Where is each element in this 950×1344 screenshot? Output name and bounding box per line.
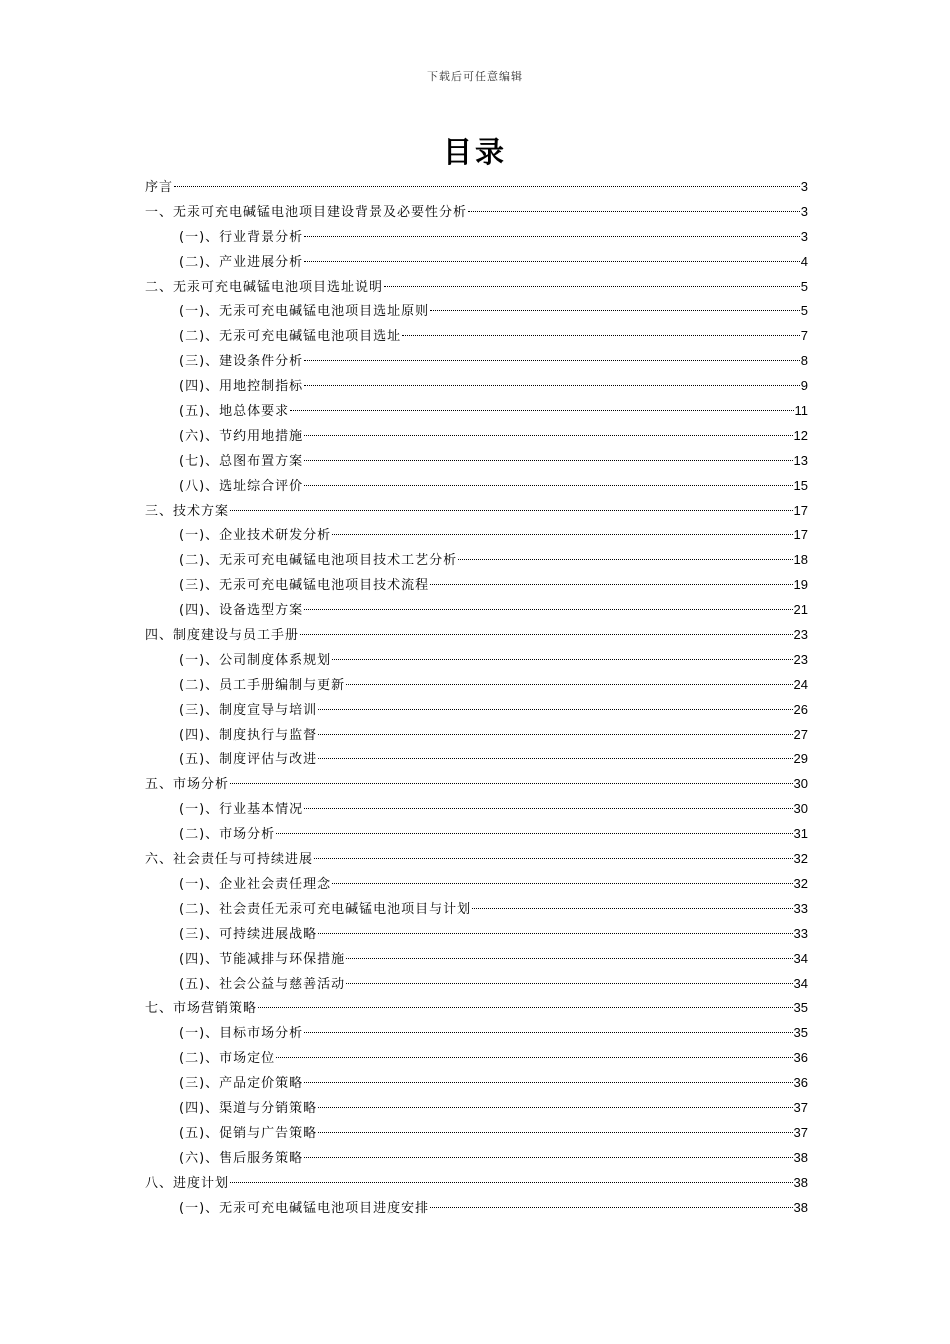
toc-dot-leader [304, 1082, 792, 1083]
toc-entry[interactable] [145, 1021, 808, 1046]
toc-entry-title: 八、进度计划 [145, 1175, 230, 1191]
toc-page-number: 29 [793, 751, 808, 767]
toc-page-number: 13 [793, 452, 808, 468]
toc-entry-title: 三、技术方案 [145, 503, 230, 519]
toc-entry[interactable] [145, 200, 808, 225]
toc-entry[interactable] [145, 225, 808, 250]
page-title: 目录 [442, 135, 507, 169]
toc-dot-leader [458, 559, 792, 560]
toc-entry-title: 七、市场营销策略 [145, 1001, 258, 1017]
toc-entry[interactable] [145, 349, 808, 374]
toc-dot-leader [230, 783, 793, 784]
toc-page-number: 38 [793, 1174, 808, 1190]
toc-entry-title: (二)、市场定位 [179, 1051, 276, 1067]
toc-page-number: 15 [793, 477, 808, 493]
toc-page-number: 12 [793, 427, 808, 443]
toc-page-number: 23 [793, 651, 808, 667]
toc-entry-title: 序言 [145, 180, 174, 195]
toc-entry-title: 五、市场分析 [145, 777, 230, 793]
toc-entry-title: (三)、制度宣导与培训 [179, 702, 318, 718]
toc-dot-leader [300, 634, 793, 635]
toc-page-number: 36 [793, 1075, 808, 1091]
toc-entry[interactable] [145, 175, 808, 200]
toc-dot-leader [304, 808, 792, 809]
toc-entry-title: 一、无汞可充电碱锰电池项目建设背景及必要性分析 [145, 204, 468, 220]
toc-entry-title: (四)、渠道与分销策略 [179, 1100, 318, 1116]
toc-entry-title: (四)、用地控制指标 [179, 379, 304, 395]
toc-dot-leader [304, 385, 800, 386]
toc-entry-title: (六)、售后服务策略 [179, 1150, 304, 1166]
toc-page-number: 21 [793, 602, 808, 618]
toc-page-number: 17 [793, 527, 808, 543]
toc-dot-leader [318, 734, 792, 735]
toc-entry[interactable] [145, 374, 808, 399]
table-of-contents [145, 175, 808, 1220]
toc-entry-title: (三)、可持续进展战略 [179, 926, 318, 942]
toc-page-number: 31 [793, 826, 808, 842]
toc-page-number: 27 [793, 726, 808, 742]
toc-page-number: 37 [793, 1124, 808, 1140]
toc-page-number: 9 [800, 378, 808, 394]
toc-page-number: 3 [800, 228, 808, 244]
toc-page-number: 7 [800, 328, 808, 344]
toc-page-number: 3 [800, 203, 808, 219]
toc-dot-leader [472, 908, 792, 909]
toc-dot-leader [290, 410, 793, 411]
toc-entry[interactable] [145, 922, 808, 947]
toc-page-number: 11 [794, 403, 808, 419]
toc-entry-title: (二)、市场分析 [179, 827, 276, 843]
toc-entry-title: (一)、企业社会责任理念 [179, 876, 332, 892]
toc-entry-title: (五)、促销与广告策略 [179, 1125, 318, 1141]
toc-entry[interactable] [145, 1171, 808, 1196]
toc-entry[interactable] [145, 1121, 808, 1146]
toc-page-number: 34 [793, 950, 808, 966]
toc-page-number: 33 [793, 900, 808, 916]
toc-page-number: 38 [793, 1199, 808, 1215]
toc-entry-title: (一)、公司制度体系规划 [179, 652, 332, 668]
toc-dot-leader [430, 310, 800, 311]
toc-dot-leader [318, 709, 792, 710]
toc-entry-title: (五)、地总体要求 [179, 404, 290, 420]
toc-entry-title: (四)、制度执行与监督 [179, 727, 318, 743]
toc-entry[interactable] [145, 872, 808, 897]
toc-dot-leader [304, 460, 792, 461]
toc-dot-leader [314, 858, 793, 859]
toc-entry-title: (一)、无汞可充电碱锰电池项目选址原则 [179, 304, 430, 320]
toc-page-number: 17 [793, 502, 808, 518]
toc-entry-title: (一)、目标市场分析 [179, 1026, 304, 1042]
toc-entry[interactable] [145, 772, 808, 797]
toc-dot-leader [430, 1207, 792, 1208]
toc-entry-title: (四)、节能减排与环保措施 [179, 951, 346, 967]
toc-entry-title: (二)、社会责任无汞可充电碱锰电池项目与计划 [179, 901, 472, 917]
toc-dot-leader [346, 684, 792, 685]
toc-page-number: 4 [800, 253, 808, 269]
toc-entry[interactable] [145, 897, 808, 922]
toc-entry-title: (三)、产品定价策略 [179, 1076, 304, 1092]
toc-entry[interactable] [145, 996, 808, 1021]
toc-page-number: 23 [793, 627, 808, 643]
toc-page-number: 24 [793, 676, 808, 692]
toc-dot-leader [304, 261, 800, 262]
toc-page-number: 5 [800, 303, 808, 319]
toc-entry-title: (五)、社会公益与慈善活动 [179, 976, 346, 992]
toc-entry[interactable] [145, 1071, 808, 1096]
toc-entry[interactable] [145, 822, 808, 847]
toc-entry[interactable] [145, 1146, 808, 1171]
toc-entry-title: 六、社会责任与可持续进展 [145, 852, 314, 868]
toc-entry[interactable] [145, 698, 808, 723]
toc-entry[interactable] [145, 723, 808, 748]
toc-page-number: 32 [793, 875, 808, 891]
toc-entry-title: (四)、设备选型方案 [179, 603, 304, 619]
toc-entry[interactable] [145, 548, 808, 573]
toc-dot-leader [402, 335, 800, 336]
toc-page-number: 35 [793, 1000, 808, 1016]
toc-entry-title: (六)、节约用地措施 [179, 428, 304, 444]
page-header-note: 下载后可任意编辑 [427, 70, 523, 83]
toc-entry[interactable] [145, 1196, 808, 1221]
toc-entry-title: (一)、无汞可充电碱锰电池项目进度安排 [179, 1200, 430, 1216]
toc-dot-leader [346, 958, 792, 959]
toc-entry-title: (一)、行业背景分析 [179, 229, 304, 245]
toc-entry[interactable] [145, 449, 808, 474]
toc-entry[interactable] [145, 424, 808, 449]
toc-dot-leader [318, 758, 792, 759]
toc-page-number: 3 [800, 179, 808, 194]
toc-entry-title: (七)、总图布置方案 [179, 453, 304, 469]
toc-entry-title: (一)、行业基本情况 [179, 802, 304, 818]
toc-entry[interactable] [145, 1096, 808, 1121]
toc-dot-leader [276, 1057, 792, 1058]
toc-dot-leader [318, 1107, 792, 1108]
toc-page-number: 32 [793, 851, 808, 867]
toc-dot-leader [174, 186, 800, 187]
toc-entry-title: 四、制度建设与员工手册 [145, 628, 300, 644]
toc-page-number: 8 [800, 353, 808, 369]
toc-entry[interactable] [145, 474, 808, 499]
toc-entry[interactable] [145, 947, 808, 972]
toc-dot-leader [304, 1157, 792, 1158]
toc-dot-leader [304, 609, 792, 610]
toc-entry-title: (二)、产业进展分析 [179, 254, 304, 270]
toc-entry[interactable] [145, 250, 808, 275]
toc-entry[interactable] [145, 573, 808, 598]
toc-page-number: 34 [793, 975, 808, 991]
toc-dot-leader [230, 510, 793, 511]
toc-entry[interactable] [145, 797, 808, 822]
toc-entry[interactable] [145, 847, 808, 872]
toc-entry[interactable] [145, 324, 808, 349]
toc-entry[interactable] [145, 299, 808, 324]
toc-entry[interactable] [145, 598, 808, 623]
toc-entry[interactable] [145, 499, 808, 524]
toc-entry[interactable] [145, 747, 808, 772]
toc-dot-leader [468, 211, 800, 212]
toc-dot-leader [318, 1132, 792, 1133]
toc-page-number: 37 [793, 1099, 808, 1115]
toc-entry[interactable] [145, 673, 808, 698]
toc-dot-leader [304, 485, 792, 486]
toc-page-number: 5 [800, 278, 808, 294]
toc-entry-title: (二)、无汞可充电碱锰电池项目技术工艺分析 [179, 553, 458, 569]
toc-page-number: 36 [793, 1050, 808, 1066]
toc-dot-leader [304, 360, 800, 361]
toc-dot-leader [332, 883, 792, 884]
toc-dot-leader [230, 1182, 793, 1183]
toc-dot-leader [304, 435, 792, 436]
toc-dot-leader [318, 933, 792, 934]
toc-dot-leader [276, 833, 792, 834]
toc-page-number: 30 [793, 776, 808, 792]
toc-entry-title: (五)、制度评估与改进 [179, 752, 318, 768]
toc-entry[interactable] [145, 623, 808, 648]
toc-entry[interactable] [145, 523, 808, 548]
toc-page-number: 30 [793, 801, 808, 817]
toc-dot-leader [304, 236, 800, 237]
toc-dot-leader [332, 659, 792, 660]
toc-page-number: 38 [793, 1149, 808, 1165]
toc-entry[interactable] [145, 275, 808, 300]
toc-dot-leader [332, 534, 792, 535]
toc-dot-leader [258, 1007, 793, 1008]
toc-entry-title: (三)、无汞可充电碱锰电池项目技术流程 [179, 578, 430, 594]
toc-page-number: 18 [793, 552, 808, 568]
toc-entry-title: (一)、企业技术研发分析 [179, 528, 332, 544]
toc-entry-title: (八)、选址综合评价 [179, 478, 304, 494]
toc-entry-title: (三)、建设条件分析 [179, 354, 304, 370]
toc-entry[interactable] [145, 399, 808, 424]
toc-entry-title: (二)、员工手册编制与更新 [179, 677, 346, 693]
toc-entry-title: (二)、无汞可充电碱锰电池项目选址 [179, 329, 402, 345]
toc-page-number: 19 [793, 577, 808, 593]
toc-dot-leader [304, 1032, 792, 1033]
toc-entry-title: 二、无汞可充电碱锰电池项目选址说明 [145, 279, 384, 295]
toc-dot-leader [346, 983, 792, 984]
toc-page-number: 26 [793, 701, 808, 717]
toc-dot-leader [430, 584, 792, 585]
toc-entry[interactable] [145, 1046, 808, 1071]
toc-page-number: 33 [793, 925, 808, 941]
toc-entry[interactable] [145, 972, 808, 997]
toc-dot-leader [384, 286, 800, 287]
toc-entry[interactable] [145, 648, 808, 673]
toc-page-number: 35 [793, 1025, 808, 1041]
